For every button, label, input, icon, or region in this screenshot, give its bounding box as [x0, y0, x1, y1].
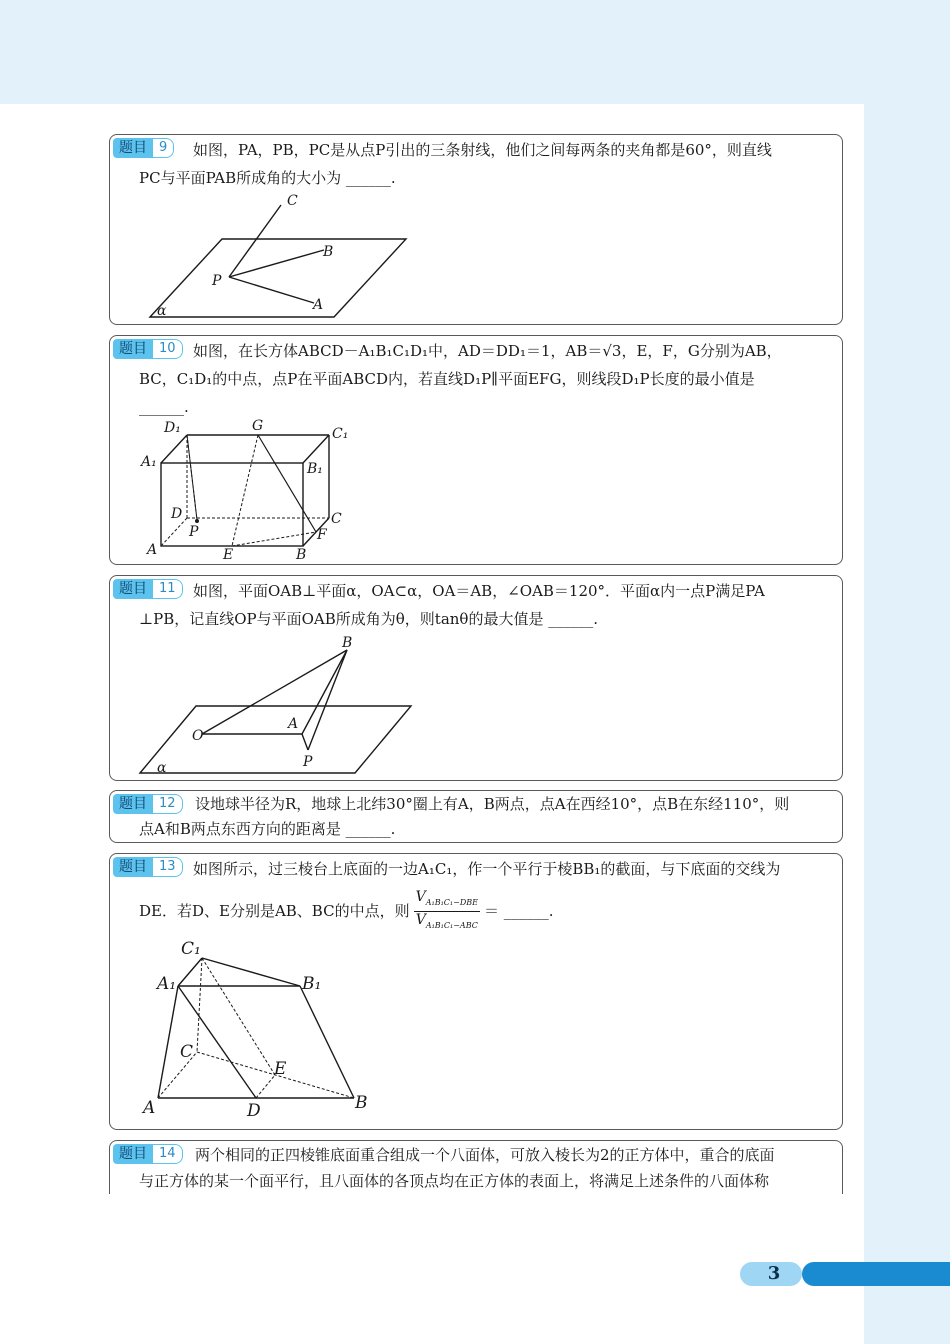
header-band	[0, 0, 950, 104]
label-B: B	[296, 547, 307, 563]
label-B: B	[323, 244, 334, 260]
problem-9	[109, 134, 843, 325]
label-B: B	[355, 1093, 368, 1113]
label-D1: D₁	[164, 420, 181, 436]
page-number-bar	[740, 1262, 950, 1286]
side-band	[864, 0, 950, 1344]
figure-13	[110, 854, 841, 1128]
label-C: C	[180, 1042, 194, 1062]
tag-number: 12	[153, 794, 183, 814]
label-E: E	[223, 547, 234, 563]
tag-number: 13	[153, 857, 183, 877]
label-G: G	[252, 418, 264, 434]
tag-label: 题目	[113, 794, 153, 814]
page-bar	[802, 1262, 950, 1286]
label-A: A	[288, 716, 299, 732]
label-B: B	[342, 635, 353, 651]
label-alpha: α	[157, 303, 167, 319]
text-line: 与正方体的某一个面平行，且八面体的各顶点均在正方体的表面上，将满足上述条件的八面体称	[139, 1172, 770, 1190]
tag-label: 题目	[113, 857, 153, 877]
label-A: A	[143, 1098, 156, 1118]
page-number: 3	[767, 1263, 781, 1284]
tag-label: 题目	[113, 579, 153, 599]
text-line: 两个相同的正四棱锥底面重合组成一个八面体，可放入棱长为2的正方体中，重合的底面	[195, 1146, 775, 1164]
text-line: ______.	[139, 398, 189, 416]
label-A1: A₁	[157, 974, 177, 994]
problem-13	[109, 853, 843, 1130]
figure-9	[110, 135, 841, 323]
label-P: P	[189, 524, 199, 540]
text-line: DE．若D、E分别是AB、BC的中点，则 $V_{A_1B_1C_1-DBE}$ $V_{A_1B_1C_1-ABC}$ ＝ ______.	[139, 889, 828, 934]
tag-number: 9	[153, 138, 174, 158]
label-A: A	[313, 297, 324, 313]
problem-10	[109, 335, 843, 565]
label-C: C	[331, 511, 342, 527]
tag-number: 11	[153, 579, 183, 599]
text-line: 点A和B两点东西方向的距离是 ______.	[139, 820, 396, 838]
label-C1: C₁	[181, 939, 201, 959]
label-C1: C₁	[332, 426, 349, 442]
tag-number: 14	[153, 1144, 183, 1164]
text-line: 如图，平面OAB⊥平面α，OA⊂α，OA＝AB，∠OAB＝120°．平面α内一点P满足PA	[193, 582, 765, 600]
text-line: 如图所示，过三棱台上底面的一边A₁C₁，作一个平行于棱BB₁的截面，与下底面的交线为	[193, 860, 781, 878]
text-line: BC，C₁D₁的中点，点P在平面ABCD内，若直线D₁P∥平面EFG，则线段D₁P长度的最小值是	[139, 370, 755, 388]
label-F: F	[317, 527, 327, 543]
label-C: C	[287, 193, 298, 209]
label-P: P	[212, 273, 222, 289]
text-line: 设地球半径为R，地球上北纬30°圈上有A，B两点，点A在西经10°，点B在东经110°，则	[195, 795, 790, 813]
text-line: ⊥PB，记直线OP与平面OAB所成角为θ，则tanθ的最大值是 ______.	[139, 610, 598, 628]
label-A1: A₁	[141, 454, 157, 470]
label-E: E	[274, 1059, 287, 1079]
label-alpha: α	[157, 760, 167, 776]
figure-11	[110, 576, 841, 779]
label-O: O	[192, 728, 204, 744]
label-D: D	[247, 1101, 261, 1121]
label-P: P	[303, 754, 313, 770]
label-A: A	[147, 542, 158, 558]
tag-label: 题目	[113, 339, 153, 359]
problem-12	[109, 790, 843, 843]
volume-fraction: $V_{A_1B_1C_1-DBE}$ $V_{A_1B_1C_1-ABC}$	[415, 889, 478, 930]
tag-label: 题目	[113, 1144, 153, 1164]
text-line: 如图，PA，PB，PC是从点P引出的三条射线，他们之间每两条的夹角都是60°，则直线	[193, 141, 772, 159]
label-D: D	[171, 506, 183, 522]
text-line: 如图，在长方体ABCD－A₁B₁C₁D₁中，AD＝DD₁＝1，AB＝√3，E，F，G分别为AB，	[193, 342, 782, 360]
label-B1: B₁	[307, 461, 323, 477]
text-line: PC与平面PAB所成角的大小为 ______.	[139, 169, 396, 187]
problem-14	[109, 1140, 843, 1194]
tag-label: 题目	[113, 138, 153, 158]
tag-number: 10	[153, 339, 183, 359]
problem-text	[139, 1142, 828, 1194]
figure-10	[110, 336, 841, 563]
problem-11	[109, 575, 843, 781]
problem-text	[139, 792, 828, 842]
label-B1: B₁	[302, 974, 322, 994]
